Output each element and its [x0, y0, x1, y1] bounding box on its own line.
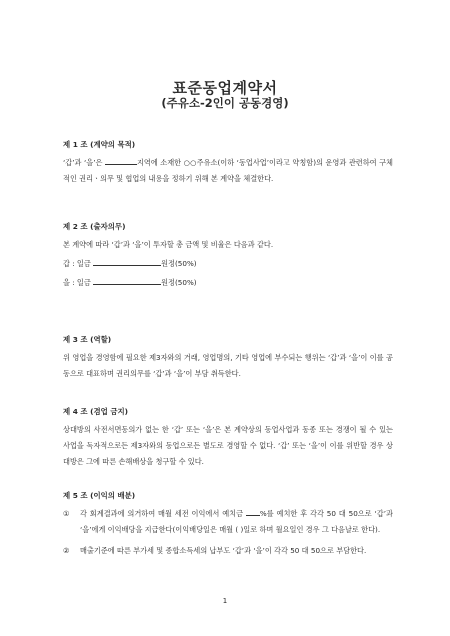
article-2-text: 본 계약에 따라 ‘갑’과 ‘을’이 투자할 총 금액 및 비율은 다음과 같다. — [63, 240, 274, 249]
article-5-heading: 제 5 조 (이익의 배분) — [63, 491, 136, 500]
deposit-percent-blank — [246, 506, 260, 516]
item-1-number: ① — [63, 509, 70, 518]
article-1-heading: 제 1 조 (계약의 목적) — [63, 140, 136, 149]
article-1 — [63, 137, 393, 187]
article-4-heading: 제 4 조 (겸업 금지) — [63, 407, 129, 416]
article-3 — [63, 332, 393, 382]
article-5 — [63, 488, 393, 559]
article-4 — [63, 404, 393, 470]
article-3-text: 위 영업을 경영함에 필요한 제3자와의 거래, 영업명의, 기타 영업에 부수되는 행위는 ‘갑’과 ‘을’이 이를 공동으로 대표하며 권리의무를 ‘갑’과 ‘을’이 부담 취득한다. — [63, 353, 393, 378]
article-5-item-2: ② 매출기준에 따른 부가세 및 종합소득세의 납부도 ‘갑’과 ‘을’이 각각 50 대 50으로 부담한다. — [63, 543, 393, 559]
article-2-heading: 제 2 조 (출자의무) — [63, 222, 126, 231]
eul-amount-line: 을 : 일금 원정(50%) — [63, 275, 393, 291]
document-subtitle: (주유소-2인이 공동경영) — [161, 96, 289, 110]
gap-amount-line: 갑 : 일금 원정(50%) — [63, 256, 393, 272]
region-blank — [105, 155, 137, 165]
article-2 — [63, 219, 393, 291]
document-title: 표준동업계약서 — [172, 79, 278, 97]
article-1-text: ‘갑’과 ‘을’은 지역에 소재한 ○○주유소(이하 ‘동업사업’이라고 약칭함)의 운영과 관련하여 구체적인 권리ㆍ의무 및 협업의 내용을 정하기 위해 본 계약을 체결한다. — [63, 155, 393, 187]
article-5-item-1: ① 각 회계결과에 의거하여 매월 세전 이익에서 예치금 %를 예치한 후 각각 50 대 50으로 ‘갑’과 ‘을’에게 이익배당을 지급한다(이익배당일은 매월 ( )일로 하며 월요일인 경우 그 다음날로 한다). — [63, 506, 393, 538]
page-number: 1 — [222, 597, 228, 605]
item-2-number: ② — [63, 546, 70, 555]
article-3-heading: 제 3 조 (역할) — [63, 335, 112, 344]
eul-amount-blank — [93, 275, 161, 285]
article-4-text: 상대방의 사전서면동의가 없는 한 ‘갑’ 또는 ‘을’은 본 계약상의 동업사업과 동종 또는 경쟁이 될 수 있는 사업을 독자적으로든 제3자와의 동업으로든 별도로 경영할 수 없다. ‘갑’ 또는 ‘을’이 이를 위반할 경우 상대방은 그에 따른 손해배상을 청구할 수 있다. — [63, 425, 393, 466]
gap-amount-blank — [93, 256, 161, 266]
